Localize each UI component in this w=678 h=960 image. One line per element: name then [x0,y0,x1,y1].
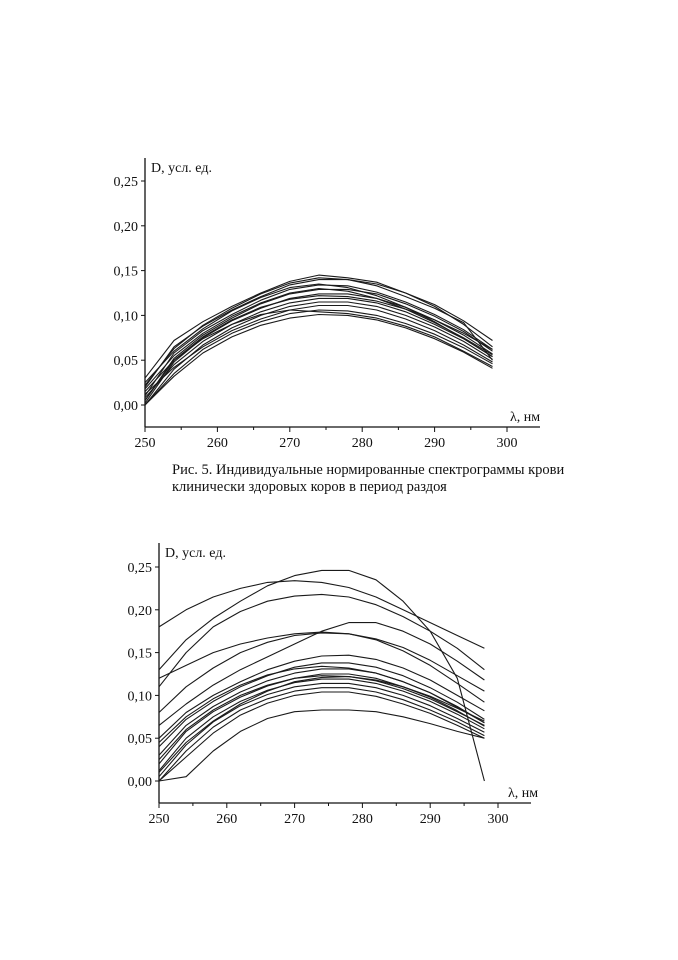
y-tick-label: 0,20 [113,219,138,235]
y-tick-label: 0,15 [127,646,152,662]
x-tick-label: 260 [206,436,228,451]
y-tick-label: 0,15 [113,264,138,280]
series-line-6 [145,298,493,397]
x-tick-label: 250 [134,436,156,451]
y-tick-label: 0,25 [127,561,152,576]
x-tick-label: 300 [487,812,509,827]
y-axis-label: D, усл. ед. [151,161,212,176]
x-tick-label: 270 [279,436,301,451]
y-tick-label: 0,25 [113,175,138,190]
figure-caption: Рис. 5. Индивидуальные нормированные спектрограммы крови клинически здоровых коров в период раздоя [172,462,565,495]
series-line-13 [145,289,493,389]
series-line-4 [145,289,493,400]
series-group [145,275,493,405]
series-line-11 [145,315,493,406]
x-axis-label: λ, нм [508,786,539,801]
y-tick-label: 0,05 [127,732,152,748]
y-tick-label: 0,10 [127,689,152,705]
y-axis-label: D, усл. ед. [165,546,226,561]
x-tick-label: 280 [351,812,373,827]
x-tick-label: 290 [419,812,441,827]
x-tick-label: 300 [496,436,518,451]
x-tick-label: 280 [351,436,373,451]
y-tick-label: 0,20 [127,603,152,619]
x-tick-label: 260 [216,812,238,827]
x-tick-label: 270 [284,812,306,827]
series-line-1 [145,275,493,378]
y-tick-label: 0,00 [127,775,152,790]
x-axis-label: λ, нм [510,410,541,425]
y-tick-label: 0,05 [113,354,138,370]
y-tick-label: 0,10 [113,309,138,325]
x-tick-label: 290 [424,436,446,451]
y-tick-label: 0,00 [113,399,138,414]
x-tick-label: 250 [148,812,170,827]
